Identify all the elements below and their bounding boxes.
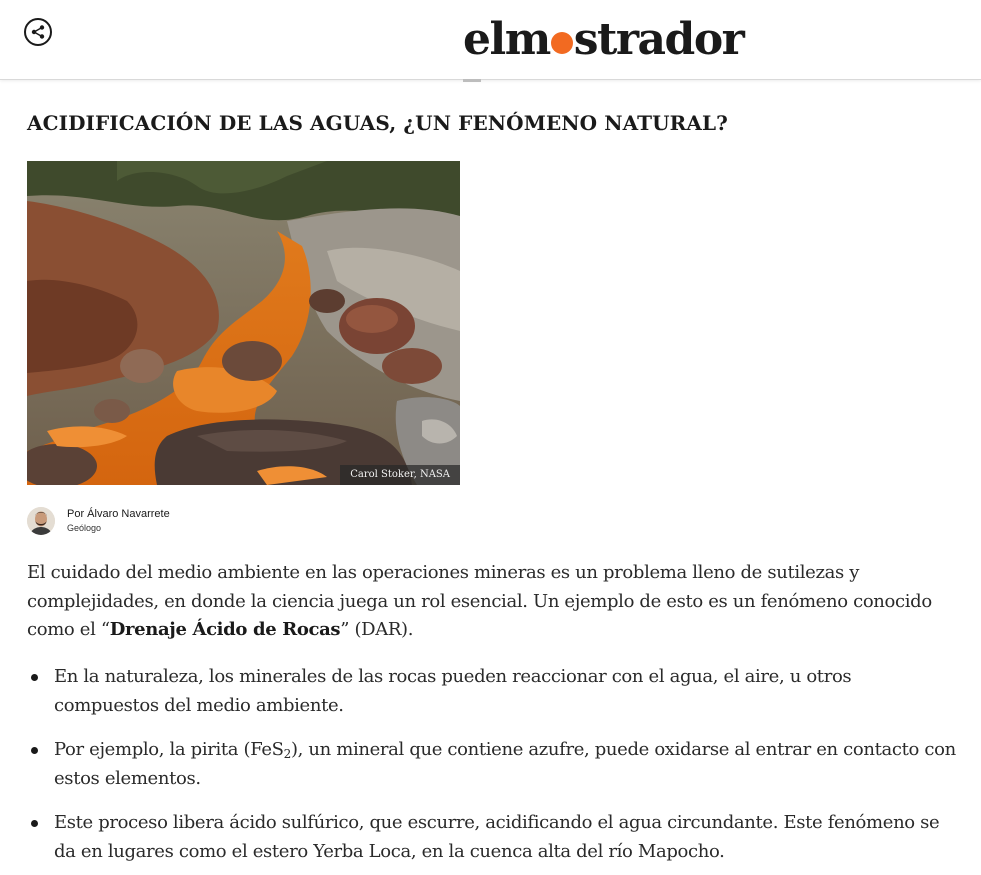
- article-title: ACIDIFICACIÓN DE LAS AGUAS, ¿UN FENÓMENO NATURAL?: [27, 111, 729, 135]
- header-indicator: [463, 79, 481, 82]
- chemical-subscript: 2: [283, 747, 291, 761]
- photo-illustration: [27, 161, 460, 485]
- author-name[interactable]: Por Álvaro Navarrete: [67, 508, 170, 520]
- article-intro: [27, 559, 957, 645]
- bullet-text: Este proceso libera ácido sulfúrico, que escurre, acidificando el agua circundante. Este fenómeno se da en lugares como el estero Yerba Loca, en la cuenca alta del río Mapocho.: [54, 812, 940, 862]
- author-role: Geólogo: [67, 523, 102, 533]
- share-button[interactable]: [24, 18, 52, 46]
- logo-dot: [551, 32, 573, 54]
- intro-bold-term: Drenaje Ácido de Rocas: [109, 619, 341, 640]
- logo-text-start: elm: [463, 14, 550, 65]
- bullet-text-after: ), un mineral que contiene azufre, puede oxidarse al entrar en contacto con estos elementos.: [54, 739, 956, 789]
- article-photo: [27, 161, 460, 485]
- intro-text-after: ” (DAR).: [340, 619, 414, 640]
- list-item: [27, 809, 957, 866]
- author-byline: [27, 505, 427, 539]
- bullet-text: En la naturaleza, los minerales de las rocas pueden reaccionar con el agua, el aire, u otros compuestos del medio ambiente.: [54, 666, 852, 716]
- author-avatar[interactable]: [27, 507, 55, 535]
- site-logo[interactable]: [463, 14, 743, 66]
- intro-text-before: El cuidado del medio ambiente en las operaciones mineras es un problema lleno de sutilezas y complejidades, en donde la ciencia juega un rol esencial. Un ejemplo de esto es un fenómeno conocido como el “: [27, 562, 932, 640]
- article-bullet-list: [27, 663, 957, 875]
- bullet-text-before: Por ejemplo, la pirita (FeS: [54, 739, 284, 760]
- list-item: [27, 663, 957, 720]
- logo-text-end: strador: [573, 14, 744, 65]
- photo-credit: Carol Stoker, NASA: [340, 465, 460, 485]
- list-item: [27, 736, 957, 793]
- avatar-image: [27, 507, 55, 535]
- share-icon: [30, 24, 46, 40]
- site-header: [0, 0, 981, 80]
